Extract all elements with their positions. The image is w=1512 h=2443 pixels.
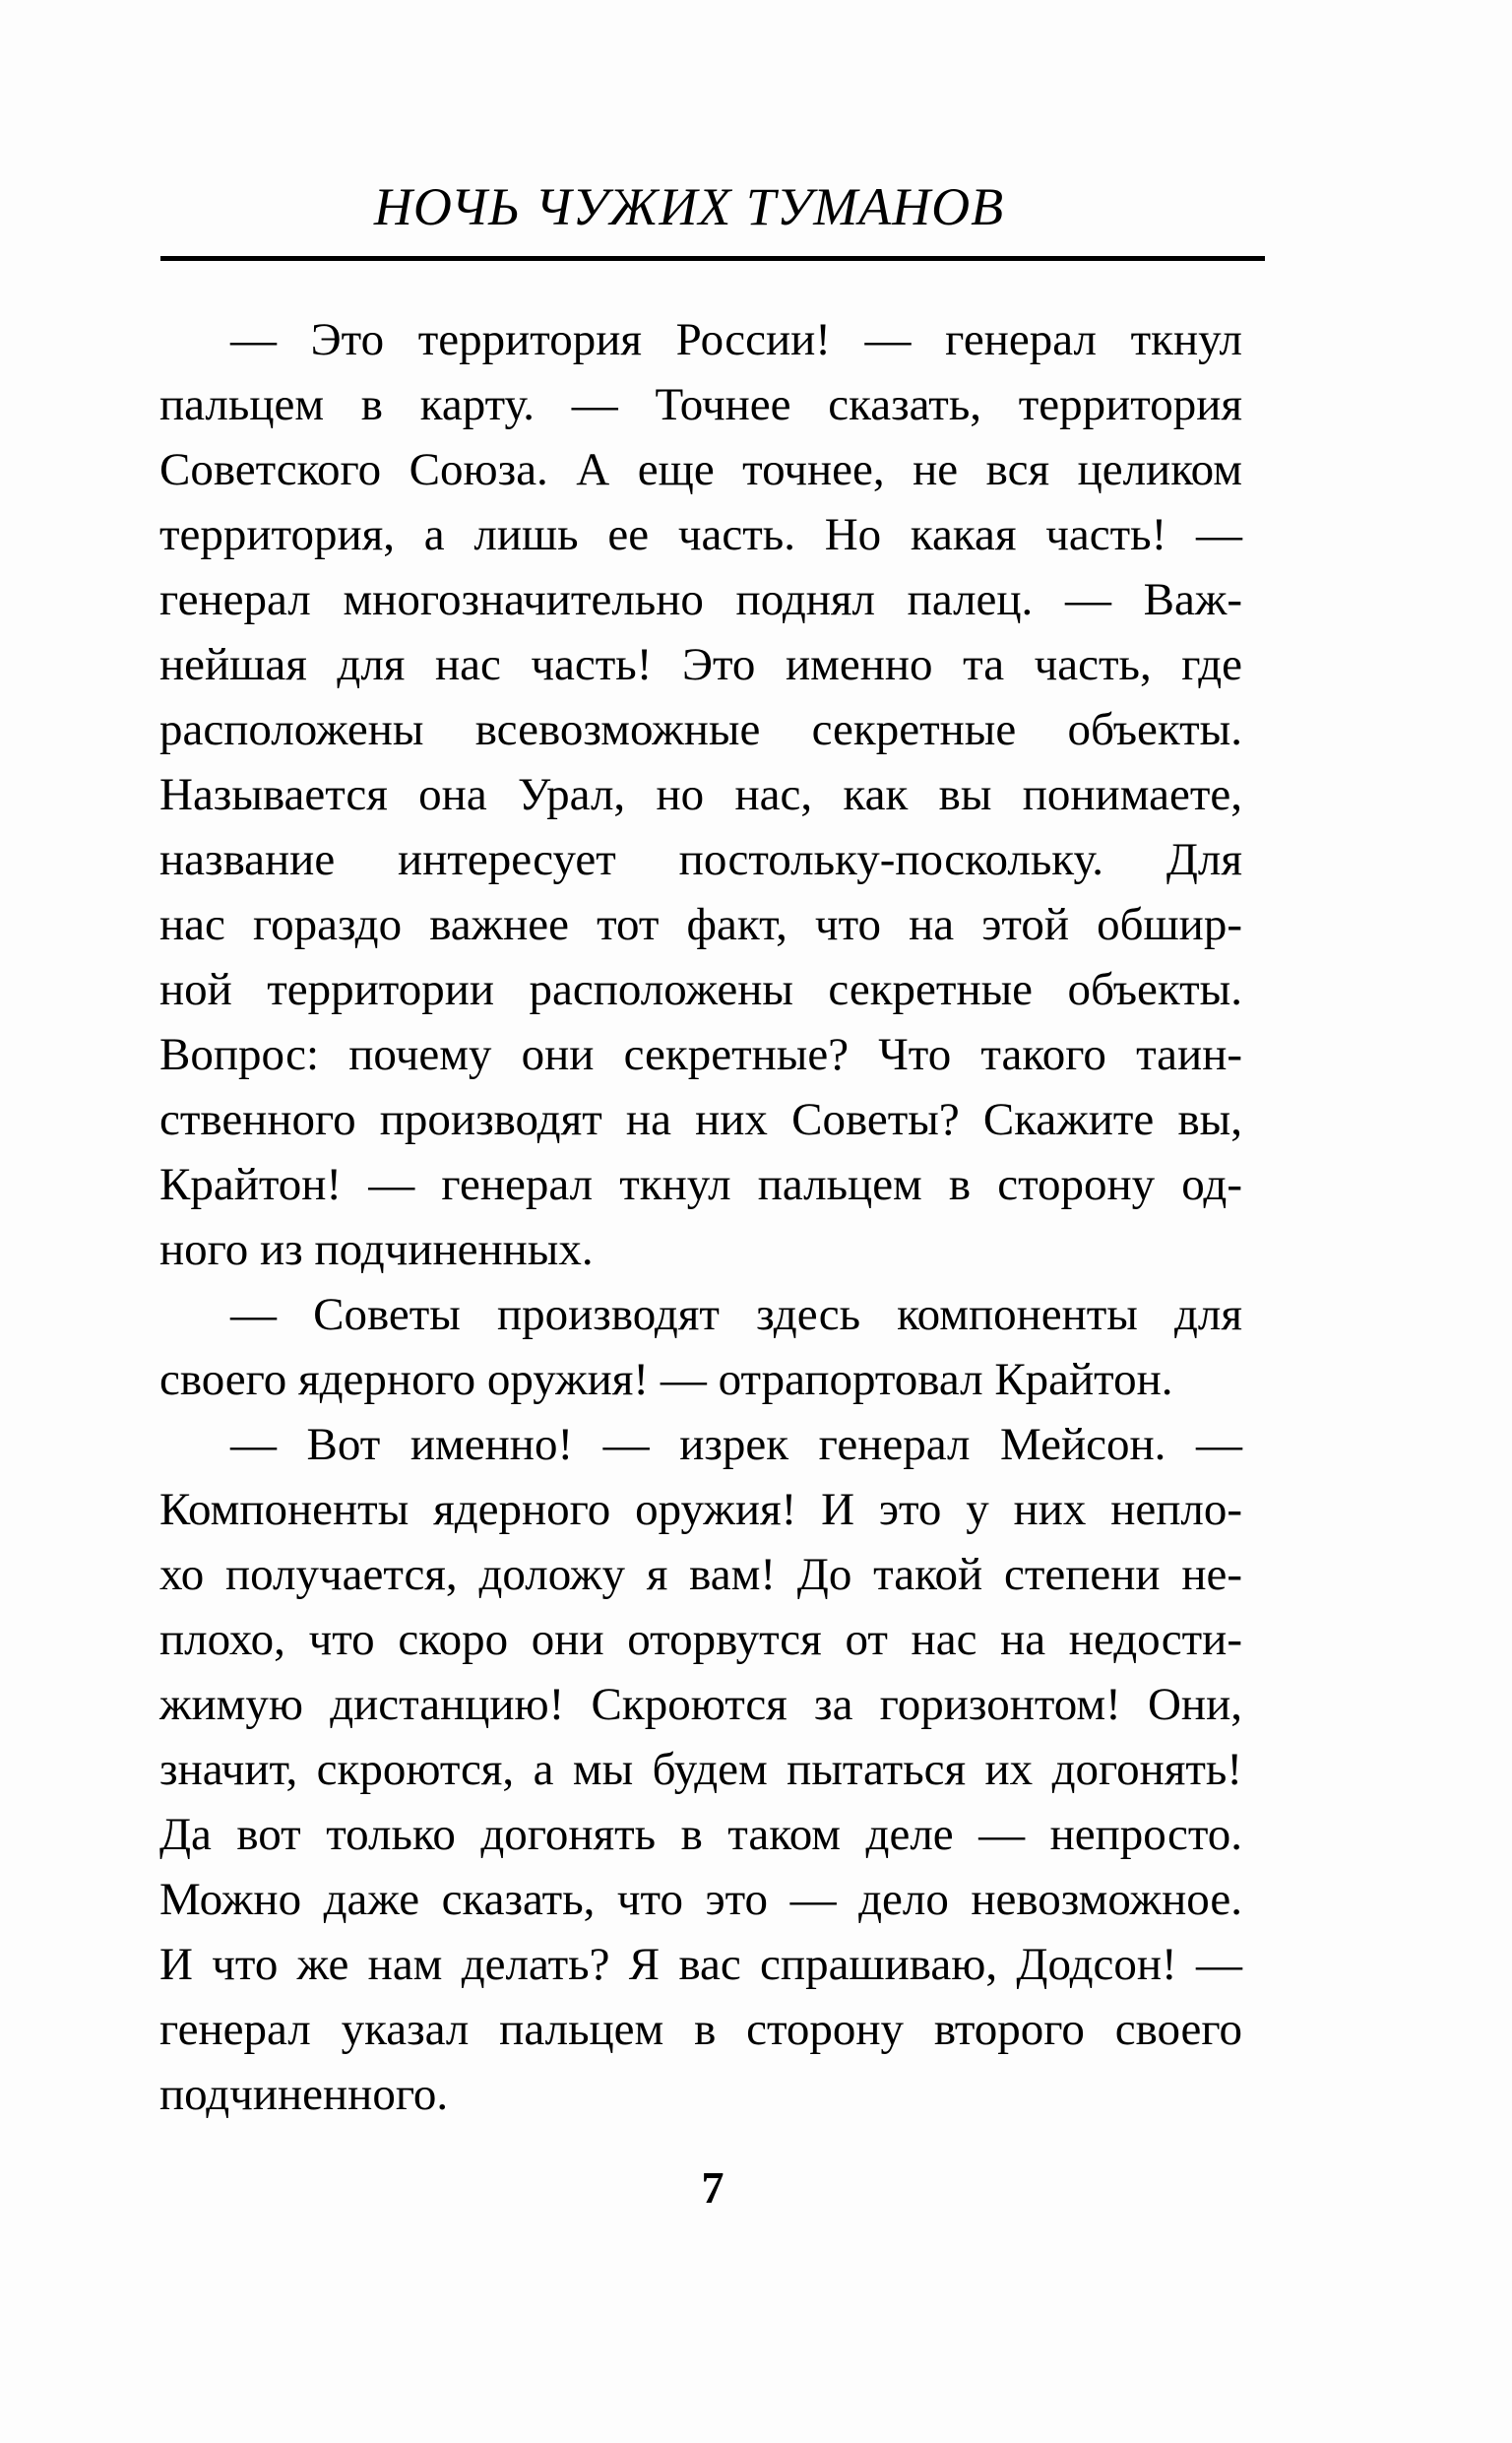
text-line: название интересует постольку-поскольку. Для	[159, 834, 1242, 885]
text-line: своего ядерного оружия! — отрапортовал Крайтон.	[159, 1354, 1173, 1405]
text-line: генерал многозначительно поднял палец. — Важ-	[159, 574, 1242, 625]
text-line: — Это территория России! — генерал ткнул	[230, 314, 1242, 365]
text-line: плохо, что скоро они оторвутся от нас на недости-	[159, 1614, 1242, 1665]
text-line: ственного производят на них Советы? Скажите вы,	[159, 1094, 1242, 1145]
page-number: 7	[701, 2162, 724, 2213]
text-line: ной территории расположены секретные объекты.	[159, 964, 1242, 1015]
text-line: Советского Союза. А еще точнее, не вся целиком	[159, 444, 1242, 495]
text-line: расположены всевозможные секретные объекты.	[159, 704, 1242, 755]
text-line: Называется она Урал, но нас, как вы понимаете,	[159, 769, 1242, 820]
text-line: пальцем в карту. — Точнее сказать, территория	[159, 379, 1242, 430]
text-line: значит, скроются, а мы будем пытаться их догонять!	[159, 1744, 1242, 1795]
text-line: Можно даже сказать, что это — дело невозможное.	[159, 1874, 1242, 1925]
text-line: — Советы производят здесь компоненты для	[230, 1289, 1242, 1340]
text-line: Да вот только догонять в таком деле — непросто.	[159, 1809, 1242, 1860]
text-line: жимую дистанцию! Скроются за горизонтом! Они,	[159, 1679, 1242, 1730]
text-line: И что же нам делать? Я вас спрашиваю, Додсон! —	[159, 1939, 1242, 1990]
text-line: подчиненного.	[159, 2069, 449, 2120]
text-line: Крайтон! — генерал ткнул пальцем в сторону од-	[159, 1159, 1242, 1210]
text-line: территория, а лишь ее часть. Но какая часть! —	[159, 509, 1242, 560]
text-line: генерал указал пальцем в сторону второго своего	[159, 2004, 1242, 2055]
text-line: ного из подчиненных.	[159, 1224, 594, 1275]
text-line: хо получается, доложу я вам! До такой степени не-	[159, 1549, 1242, 1600]
running-title: НОЧЬ ЧУЖИХ ТУМАНОВ	[373, 177, 1005, 236]
text-line: — Вот именно! — изрек генерал Мейсон. —	[230, 1419, 1242, 1470]
text-line: Вопрос: почему они секретные? Что такого таин-	[159, 1029, 1242, 1080]
header-rule	[160, 256, 1265, 261]
text-line: нас гораздо важнее тот факт, что на этой обшир-	[159, 899, 1242, 950]
page-body	[159, 307, 1242, 2127]
text-line: Компоненты ядерного оружия! И это у них непло-	[159, 1484, 1242, 1535]
text-line: нейшая для нас часть! Это именно та часть, где	[159, 639, 1242, 690]
